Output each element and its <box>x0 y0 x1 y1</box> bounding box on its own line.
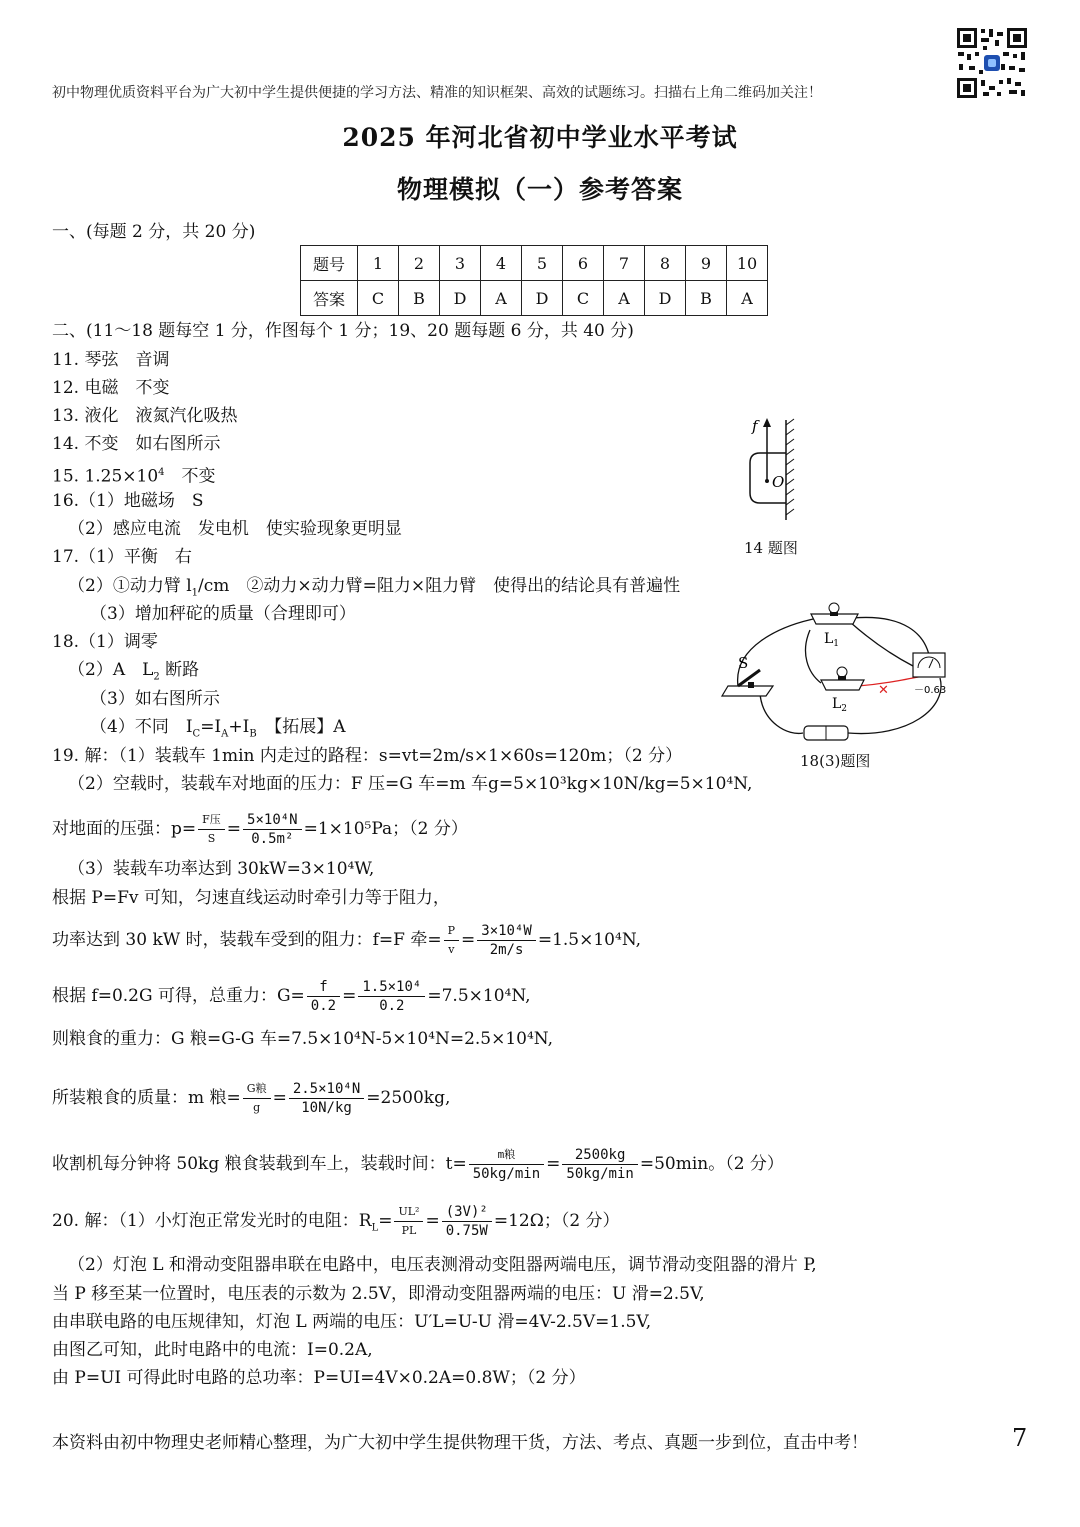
q19-line: 所装粮食的质量：m 粮= $\frac{\text{G粮}}{g}$ = $\frac{\text{2.5×10⁴N}}{10N/kg}$ =2500kg, <box>52 1081 451 1116</box>
figure-18-circuit <box>718 598 950 746</box>
q19-line: 对地面的压强：p= $\frac{\text{F压}}{S}$ = $\frac{\text{5×10⁴N}}{\text{0.5m²}}$ =1×10⁵Pa；（2 分） <box>52 812 468 847</box>
q20-line: （2）灯泡 L 和滑动变阻器串联在电路中，电压表测滑动变阻器两端电压，调节滑动变阻器的滑片 P, <box>68 1255 817 1275</box>
answer-line: （2）①动力臂 $l_1/cm$ ②动力×动力臂=阻力×阻力臂 使得出的结论具有普遍性 <box>68 576 681 599</box>
table-cell: C <box>358 281 399 316</box>
table-cell: A <box>604 281 645 316</box>
label-l1: $L_1$ <box>824 631 840 649</box>
table-cell: 10 <box>727 246 768 281</box>
answer-line: 15. $1.25\times 10^4$ 不变 <box>52 466 216 487</box>
q19-line: 根据 f=0.2G 可得，总重力：G= $\frac{f}{0.2}$ = $\frac{\text{1.5×10⁴}}{0.2}$ =7.5×10⁴N, <box>52 979 531 1014</box>
figure-18-caption: 18(3)题图 <box>800 752 871 770</box>
table-cell: D <box>645 281 686 316</box>
table-cell: 6 <box>563 246 604 281</box>
footer-note: 本资料由初中物理史老师精心整理，为广大初中学生提供物理干货，方法、考点、真题一步到位，直击中考！ <box>52 1433 868 1453</box>
table-cell: D <box>440 281 481 316</box>
q19-line: 功率达到 30 kW 时，装载车受到的阻力：f=F 牵= $\frac{P}{v}$ = $\frac{\text{3×10⁴W}}{2m/s}$ =1.5×10⁴N, <box>52 923 642 958</box>
table-header-cell: 答案 <box>301 281 358 316</box>
section1-heading: 一、(每题 2 分，共 20 分) <box>52 222 256 242</box>
answer-line: 16.（1）地磁场 S <box>52 491 204 511</box>
table-row-answers <box>301 281 768 316</box>
label-switch: S <box>738 654 749 672</box>
table-row-numbers <box>301 246 768 281</box>
answer-line: 11. 琴弦 音调 <box>52 350 170 370</box>
table-cell: 5 <box>522 246 563 281</box>
meter-terminals: －0.63 <box>914 685 947 696</box>
table-cell: A <box>727 281 768 316</box>
section2-heading: 二、(11～18 题每空 1 分，作图每个 1 分；19、20 题每题 6 分，共 40 分) <box>52 321 634 341</box>
answer-line: 12. 电磁 不变 <box>52 378 170 398</box>
answer-line: （2）A $L_2$ 断路 <box>68 660 200 683</box>
answer-line: 17.（1）平衡 右 <box>52 547 192 567</box>
table-cell: D <box>522 281 563 316</box>
table-cell: B <box>686 281 727 316</box>
answer-line: （4）不同 $I_C=I_A+I_B$ 【拓展】A <box>90 717 346 740</box>
answer-line: 14. 不变 如右图所示 <box>52 434 221 454</box>
label-f: f <box>752 417 758 435</box>
answer-line: （3）如右图所示 <box>90 689 220 709</box>
q19-line: 收割机每分钟将 50kg 粮食装载到车上，装载时间：t= $\frac{\text{m粮}}{50kg/\min}$ = $\frac{2500kg}{50kg/\min}$ =50min。（2 分） <box>52 1147 784 1182</box>
table-cell: C <box>563 281 604 316</box>
label-o: O <box>772 473 785 491</box>
answer-line: （2）感应电流 发电机 使实验现象更明显 <box>68 519 402 539</box>
table-cell: A <box>481 281 522 316</box>
q20-line: 20. 解：（1）小灯泡正常发光时的电阻：$R_L=$ $\frac{\text{UL²}}{PL}$ = $\frac{\text{(3V)²}}{0.75W}$ =12Ω；（2 分） <box>52 1204 620 1239</box>
q19-line: 根据 P=Fv 可知，匀速直线运动时牵引力等于阻力， <box>52 888 450 908</box>
page-number: 7 <box>1012 1424 1028 1452</box>
table-cell: 3 <box>440 246 481 281</box>
top-note: 初中物理优质资料平台为广大初中学生提供便捷的学习方法、精准的知识框架、高效的试题练习。扫描右上角二维码加关注！ <box>52 85 822 101</box>
q20-line: 由 P=UI 可得此时电路的总功率：P=UI=4V×0.2A=0.8W；（2 分） <box>52 1368 586 1388</box>
page-subtitle: 物理模拟（一）参考答案 <box>396 175 683 204</box>
table-cell: 9 <box>686 246 727 281</box>
answer-table <box>300 245 768 316</box>
q19-line: （3）装载车功率达到 30kW=3×10⁴W, <box>68 859 375 879</box>
answer-line: （3）增加秤砣的质量（合理即可） <box>90 604 356 624</box>
q20-line: 由串联电路的电压规律知，灯泡 L 两端的电压：U′L=U-U 滑=4V-2.5V=1.5V, <box>52 1312 652 1332</box>
table-cell: 1 <box>358 246 399 281</box>
figure-14-caption: 14 题图 <box>744 539 798 557</box>
svg-text:✕: ✕ <box>878 683 889 698</box>
q20-line: 当 P 移至某一位置时，电压表的示数为 2.5V，即滑动变阻器两端的电压：U 滑=2.5V, <box>52 1284 705 1304</box>
answer-line: 13. 液化 液氮汽化吸热 <box>52 406 238 426</box>
q19-line: 19. 解：（1）装载车 1min 内走过的路程：s=vt=2m/s×1×60s=120m；（2 分） <box>52 746 683 766</box>
table-cell: 2 <box>399 246 440 281</box>
table-cell: B <box>399 281 440 316</box>
figure-14 <box>740 415 810 525</box>
qr-code[interactable] <box>955 26 1029 100</box>
label-l2: $L_2$ <box>832 696 848 714</box>
answer-line: 18.（1）调零 <box>52 632 158 652</box>
q20-line: 由图乙可知，此时电路中的电流：I=0.2A, <box>52 1340 373 1360</box>
table-header-cell: 题号 <box>301 246 358 281</box>
table-cell: 7 <box>604 246 645 281</box>
q19-line: （2）空载时，装载车对地面的压力：F 压=G 车=m 车g=5×10³kg×10N/kg=5×10⁴N, <box>68 774 753 794</box>
table-cell: 4 <box>481 246 522 281</box>
table-cell: 8 <box>645 246 686 281</box>
q19-line: 则粮食的重力：G 粮=G-G 车=7.5×10⁴N-5×10⁴N=2.5×10⁴N, <box>52 1029 553 1049</box>
page-title: 2025 年河北省初中学业水平考试 <box>342 123 738 152</box>
